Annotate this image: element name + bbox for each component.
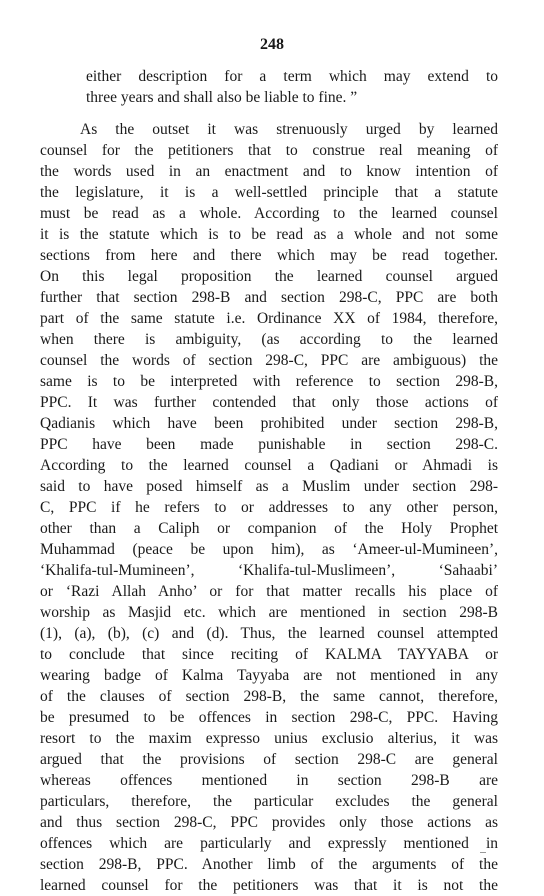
text-line: or ‘Razi Allah Anho’ or for that matter recalls his place of xyxy=(40,583,498,600)
text-line: particulars, therefore, the particular excludes the general xyxy=(40,793,498,810)
text-line: According to the learned counsel a Qadiani or Ahmadi is xyxy=(40,457,498,474)
text-line: the words used in an enactment and to know intention of xyxy=(40,163,498,180)
text-line: and thus section 298-C, PPC provides only those actions as xyxy=(40,814,498,831)
text-line: whereas offences mentioned in section 298-B are xyxy=(40,772,498,789)
text-line: (1), (a), (b), (c) and (d). Thus, the learned counsel attempted xyxy=(40,625,498,642)
text-line: sections from here and there which may be read together. xyxy=(40,247,498,264)
text-line: On this legal proposition the learned counsel argued xyxy=(40,268,498,285)
text-line: C, PPC if he refers to or addresses to any other person, xyxy=(40,499,498,516)
text-line: same is to be interpreted with reference to section 298-B, xyxy=(40,373,498,390)
text-line: of the clauses of section 298-B, the same cannot, therefore, xyxy=(40,688,498,705)
text-line: argued that the provisions of section 298-C are general xyxy=(40,751,498,768)
text-line: three years and shall also be liable to fine. ” xyxy=(86,89,358,106)
text-line: PPC have been made punishable in section 298-C. xyxy=(40,436,498,453)
text-line: counsel the words of section 298-C, PPC are ambiguous) the xyxy=(40,352,498,369)
text-line: must be read as a whole. According to the learned counsel xyxy=(40,205,498,222)
text-line: learned counsel for the petitioners was that it is not the xyxy=(40,877,498,894)
text-line: be presumed to be offences in section 298-C, PPC. Having xyxy=(40,709,498,726)
text-line: said to have posed himself as a Muslim under section 298- xyxy=(40,478,498,495)
quoted-text-block xyxy=(86,66,498,108)
text-line: counsel for the petitioners that to construe real meaning of xyxy=(40,142,498,159)
body-paragraph xyxy=(40,119,498,896)
text-line: wearing badge of Kalma Tayyaba are not mentioned in any xyxy=(40,667,498,684)
text-line: the legislature, it is a well-settled principle that a statute xyxy=(40,184,498,201)
text-line: it is the statute which is to be read as a whole and not some xyxy=(40,226,498,243)
text-line: As the outset it was strenuously urged by learned xyxy=(80,121,498,138)
page-number: 248 xyxy=(260,36,284,53)
text-line: when there is ambiguity, (as according to the learned xyxy=(40,331,498,348)
text-line: offences which are particularly and expressly mentioned in xyxy=(40,835,498,852)
text-line: section 298-B, PPC. Another limb of the arguments of the xyxy=(40,856,498,873)
text-line: Qadianis which have been prohibited under section 298-B, xyxy=(40,415,498,432)
scan-speck xyxy=(480,852,486,853)
text-line: further that section 298-B and section 298-C, PPC are both xyxy=(40,289,498,306)
text-line: to conclude that since reciting of KALMA TAYYABA or xyxy=(40,646,498,663)
text-line: either description for a term which may extend to xyxy=(86,68,498,85)
text-line: resort to the maxim expresso unius exclusio alterius, it was xyxy=(40,730,498,747)
text-line: other than a Caliph or companion of the Holy Prophet xyxy=(40,520,498,537)
text-line: PPC. It was further contended that only those actions of xyxy=(40,394,498,411)
text-line: ‘Khalifa-tul-Mumineen’, ‘Khalifa-tul-Muslimeen’, ‘Sahaabi’ xyxy=(40,562,498,579)
text-line: part of the same statute i.e. Ordinance XX of 1984, therefore, xyxy=(40,310,498,327)
text-line: worship as Masjid etc. which are mentioned in section 298-B xyxy=(40,604,498,621)
text-line: Muhammad (peace be upon him), as ‘Ameer-ul-Mumineen’, xyxy=(40,541,498,558)
